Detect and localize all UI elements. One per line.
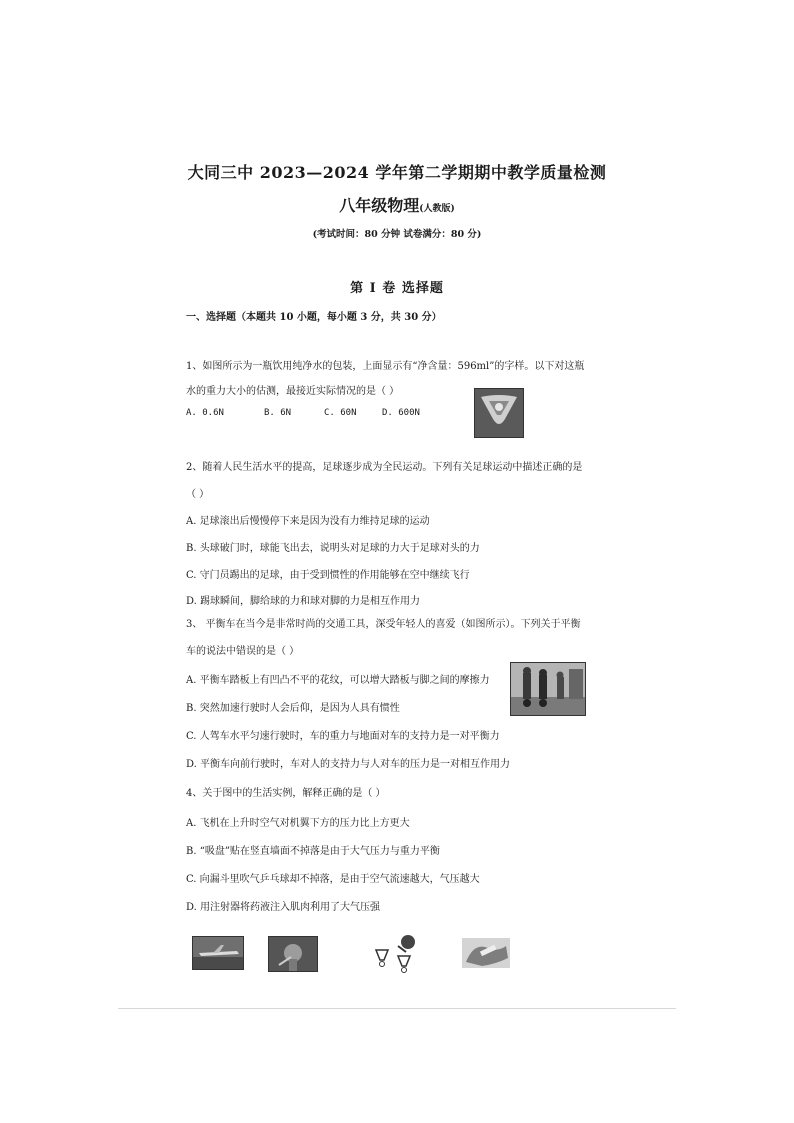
q3-option-b: B. 突然加速行驶时人会后仰，是因为人具有惯性	[186, 703, 400, 714]
exam-title: 大同三中 2023—2024 学年第二学期期中教学质量检测	[187, 163, 607, 182]
balance-car-image	[510, 662, 586, 716]
exam-subtitle	[0, 193, 794, 216]
q2-option-c: C. 守门员踢出的足球，由于受到惯性的作用能够在空中继续飞行	[186, 570, 470, 581]
q1-options	[186, 407, 420, 418]
q3-option-a: A. 平衡车踏板上有凹凸不平的花纹，可以增大踏板与脚之间的摩擦力	[186, 675, 490, 686]
edition-label: (人教版)	[419, 204, 455, 214]
volume-heading: 第 I 卷 选择题	[350, 281, 444, 296]
q1-stem-line1: 1、如图所示为一瓶饮用纯净水的包装，上面显示有“净含量：596ml”的字样。以下对这瓶	[186, 361, 585, 372]
q1-option-c: C. 60N	[324, 408, 357, 418]
airplane-image	[192, 936, 244, 970]
exam-info: (考试时间：80 分钟 试卷满分：80 分)	[312, 229, 482, 240]
q4-option-d: D. 用注射器将药液注入肌肉利用了大气压强	[186, 902, 381, 913]
q1-option-b: B. 6N	[264, 408, 292, 418]
q2-option-a: A. 足球滚出后慢慢停下来是因为没有力维持足球的运动	[186, 516, 430, 527]
water-bottle-image	[474, 388, 524, 438]
q4-option-a: A. 飞机在上升时空气对机翼下方的压力比上方更大	[186, 818, 410, 829]
q4-option-b: B. “吸盘”贴在竖直墙面不掉落是由于大气压力与重力平衡	[186, 846, 440, 857]
section-heading: 一、选择题（本题共 10 小题，每小题 3 分，共 30 分）	[186, 312, 442, 323]
funnel-pingpong-image	[368, 932, 424, 976]
q2-stem-line1: 2、随着人民生活水平的提高，足球逐步成为全民运动。下列有关足球运动中描述正确的是	[186, 462, 583, 473]
q3-stem-line1: 3、 平衡车在当今是非常时尚的交通工具，深受年轻人的喜爱（如图所示）。下列关于平衡	[186, 619, 581, 630]
q3-option-c: C. 人驾车水平匀速行驶时，车的重力与地面对车的支持力是一对平衡力	[186, 731, 500, 742]
q1-option-d: D. 600N	[382, 408, 420, 418]
q2-stem-line2: （ ）	[186, 489, 210, 500]
syringe-image	[462, 938, 510, 968]
q1-option-a: A. 0.6N	[186, 408, 224, 418]
q1-stem-line2: 水的重力大小的估测，最接近实际情况的是（ ）	[186, 386, 400, 397]
q4-stem-line1: 4、关于图中的生活实例，解释正确的是（ ）	[186, 788, 386, 799]
subject-label: 八年级物理	[339, 196, 420, 215]
q4-option-c: C. 向漏斗里吹气乒乓球却不掉落，是由于空气流速越大，气压越大	[186, 874, 480, 885]
q2-option-b: B. 头球破门时，球能飞出去，说明头对足球的力大于足球对头的力	[186, 543, 480, 554]
suction-cup-image	[268, 936, 318, 972]
q3-option-d: D. 平衡车向前行驶时，车对人的支持力与人对车的压力是一对相互作用力	[186, 759, 511, 770]
q3-stem-line2: 车的说法中错误的是（ ）	[186, 646, 300, 657]
q2-option-d: D. 踢球瞬间，脚给球的力和球对脚的力是相互作用力	[186, 596, 421, 607]
page-bottom-divider	[118, 1008, 676, 1009]
